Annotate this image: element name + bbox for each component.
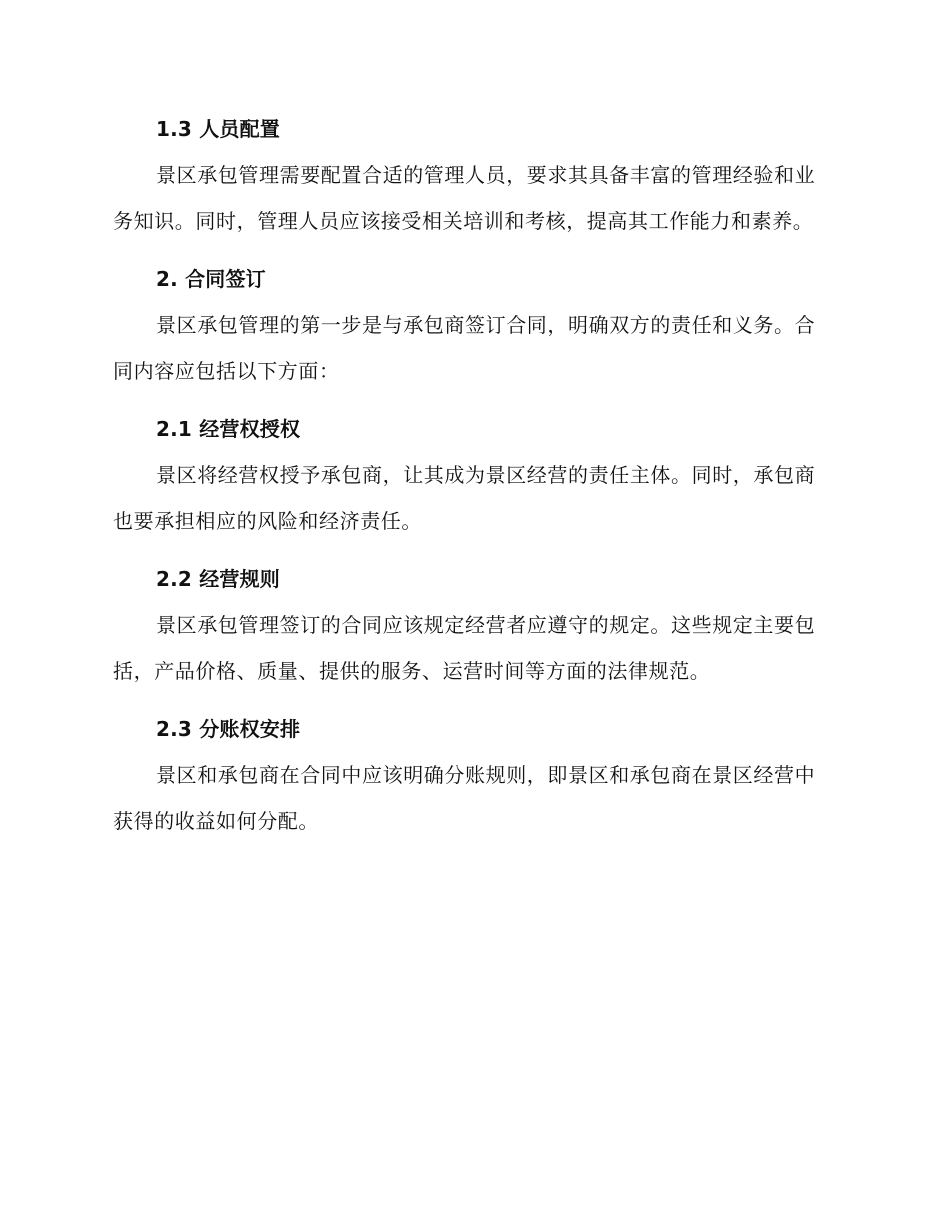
section-heading-operating-rights: 2.1 经营权授权	[156, 417, 301, 441]
paragraph-operating-rights: 景区将经营权授予承包商，让其成为景区经营的责任主体。同时，承包商也要承担相应的风险和经济责任。	[113, 463, 816, 533]
document-body	[113, 106, 833, 856]
section-heading-revenue-split: 2.3 分账权安排	[156, 717, 301, 741]
paragraph-personnel: 景区承包管理需要配置合适的管理人员，要求其具备丰富的管理经验和业务知识。同时，管理人员应该接受相关培训和考核，提高其工作能力和素养。	[113, 163, 816, 233]
paragraph-revenue-split: 景区和承包商在合同中应该明确分账规则，即景区和承包商在景区经营中获得的收益如何分配。	[113, 763, 816, 833]
section-heading-contract: 2. 合同签订	[156, 267, 266, 291]
section-heading-operating-rules: 2.2 经营规则	[156, 567, 280, 591]
paragraph-contract: 景区承包管理的第一步是与承包商签订合同，明确双方的责任和义务。合同内容应包括以下方面：	[113, 313, 816, 383]
paragraph-operating-rules: 景区承包管理签订的合同应该规定经营者应遵守的规定。这些规定主要包括，产品价格、质量、提供的服务、运营时间等方面的法律规范。	[113, 613, 816, 683]
section-heading-personnel: 1.3 人员配置	[156, 117, 280, 141]
